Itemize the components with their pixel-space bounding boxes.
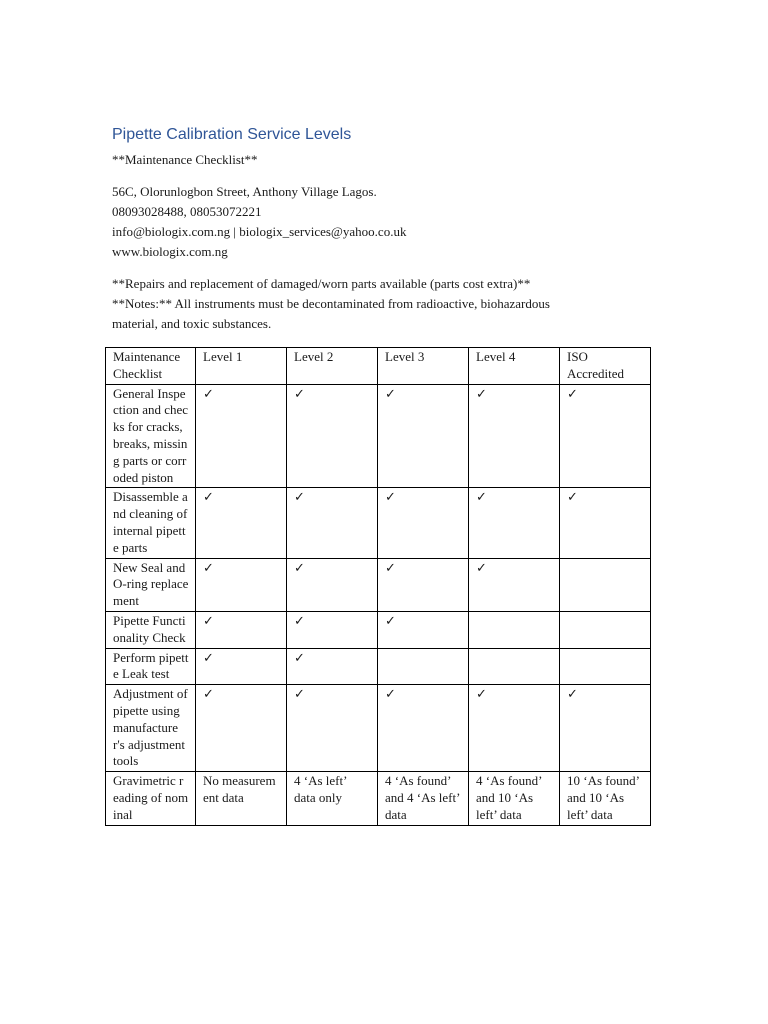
check-cell [469, 648, 560, 685]
phone-line: 08093028488, 08053072221 [112, 204, 262, 219]
task-cell: New Seal and O-ring replacement [106, 558, 196, 611]
table-header-row [106, 348, 651, 385]
table-row [106, 648, 651, 685]
check-cell: ✓ [378, 558, 469, 611]
check-cell: ✓ [287, 384, 378, 488]
data-cell: 4 ‘As found’ and 4 ‘As left’ data [378, 772, 469, 825]
check-cell: ✓ [560, 685, 651, 772]
address-line: 56C, Olorunlogbon Street, Anthony Village Lagos. [112, 184, 377, 199]
subtitle: **Maintenance Checklist** [112, 152, 258, 167]
check-cell: ✓ [196, 685, 287, 772]
check-cell: ✓ [378, 611, 469, 648]
task-cell: Adjustment of pipette using manufacturer's adjustment tools [106, 685, 196, 772]
check-cell: ✓ [196, 384, 287, 488]
task-cell: Gravimetric reading of nominal [106, 772, 196, 825]
check-cell: ✓ [378, 384, 469, 488]
table-row [106, 772, 651, 825]
table-row [106, 558, 651, 611]
page-title: Pipette Calibration Service Levels [112, 126, 352, 143]
check-cell: ✓ [196, 611, 287, 648]
repairs-note: **Repairs and replacement of damaged/worn parts available (parts cost extra)** [112, 276, 531, 291]
check-cell [560, 648, 651, 685]
check-cell: ✓ [196, 558, 287, 611]
check-cell [560, 558, 651, 611]
header-cell: Level 4 [469, 348, 560, 385]
data-cell: 4 ‘As left’ data only [287, 772, 378, 825]
header-cell: Maintenance Checklist [106, 348, 196, 385]
check-cell: ✓ [287, 488, 378, 558]
check-cell: ✓ [560, 488, 651, 558]
table-row [106, 611, 651, 648]
website-line: www.biologix.com.ng [112, 244, 228, 259]
check-cell [560, 611, 651, 648]
header-cell: Level 2 [287, 348, 378, 385]
check-cell: ✓ [287, 558, 378, 611]
document-body [112, 124, 652, 334]
check-cell: ✓ [378, 488, 469, 558]
service-levels-table [105, 347, 651, 826]
check-cell: ✓ [287, 685, 378, 772]
task-cell: General Inspection and checks for cracks, breaks, missing parts or corroded piston [106, 384, 196, 488]
data-cell: 10 ‘As found’ and 10 ‘As left’ data [560, 772, 651, 825]
spacer [112, 170, 652, 182]
data-cell: 4 ‘As found’ and 10 ‘As left’ data [469, 772, 560, 825]
header-cell: ISO Accredited [560, 348, 651, 385]
spacer [112, 262, 652, 274]
notes-line-2: material, and toxic substances. [112, 316, 272, 331]
check-cell: ✓ [469, 488, 560, 558]
email-line: info@biologix.com.ng | biologix_services@yahoo.co.uk [112, 224, 407, 239]
table-row [106, 685, 651, 772]
task-cell: Disassemble and cleaning of internal pipette parts [106, 488, 196, 558]
task-cell: Perform pipette Leak test [106, 648, 196, 685]
check-cell: ✓ [469, 384, 560, 488]
check-cell: ✓ [469, 558, 560, 611]
task-cell: Pipette Functionality Check [106, 611, 196, 648]
check-cell: ✓ [560, 384, 651, 488]
table-row [106, 488, 651, 558]
table-row [106, 384, 651, 488]
notes-line-1: **Notes:** All instruments must be decontaminated from radioactive, biohazardous [112, 296, 550, 311]
check-cell: ✓ [196, 648, 287, 685]
check-cell: ✓ [287, 648, 378, 685]
check-cell: ✓ [469, 685, 560, 772]
check-cell: ✓ [287, 611, 378, 648]
header-cell: Level 1 [196, 348, 287, 385]
data-cell: No measurement data [196, 772, 287, 825]
check-cell: ✓ [196, 488, 287, 558]
check-cell [469, 611, 560, 648]
check-cell: ✓ [378, 685, 469, 772]
header-cell: Level 3 [378, 348, 469, 385]
check-cell [378, 648, 469, 685]
